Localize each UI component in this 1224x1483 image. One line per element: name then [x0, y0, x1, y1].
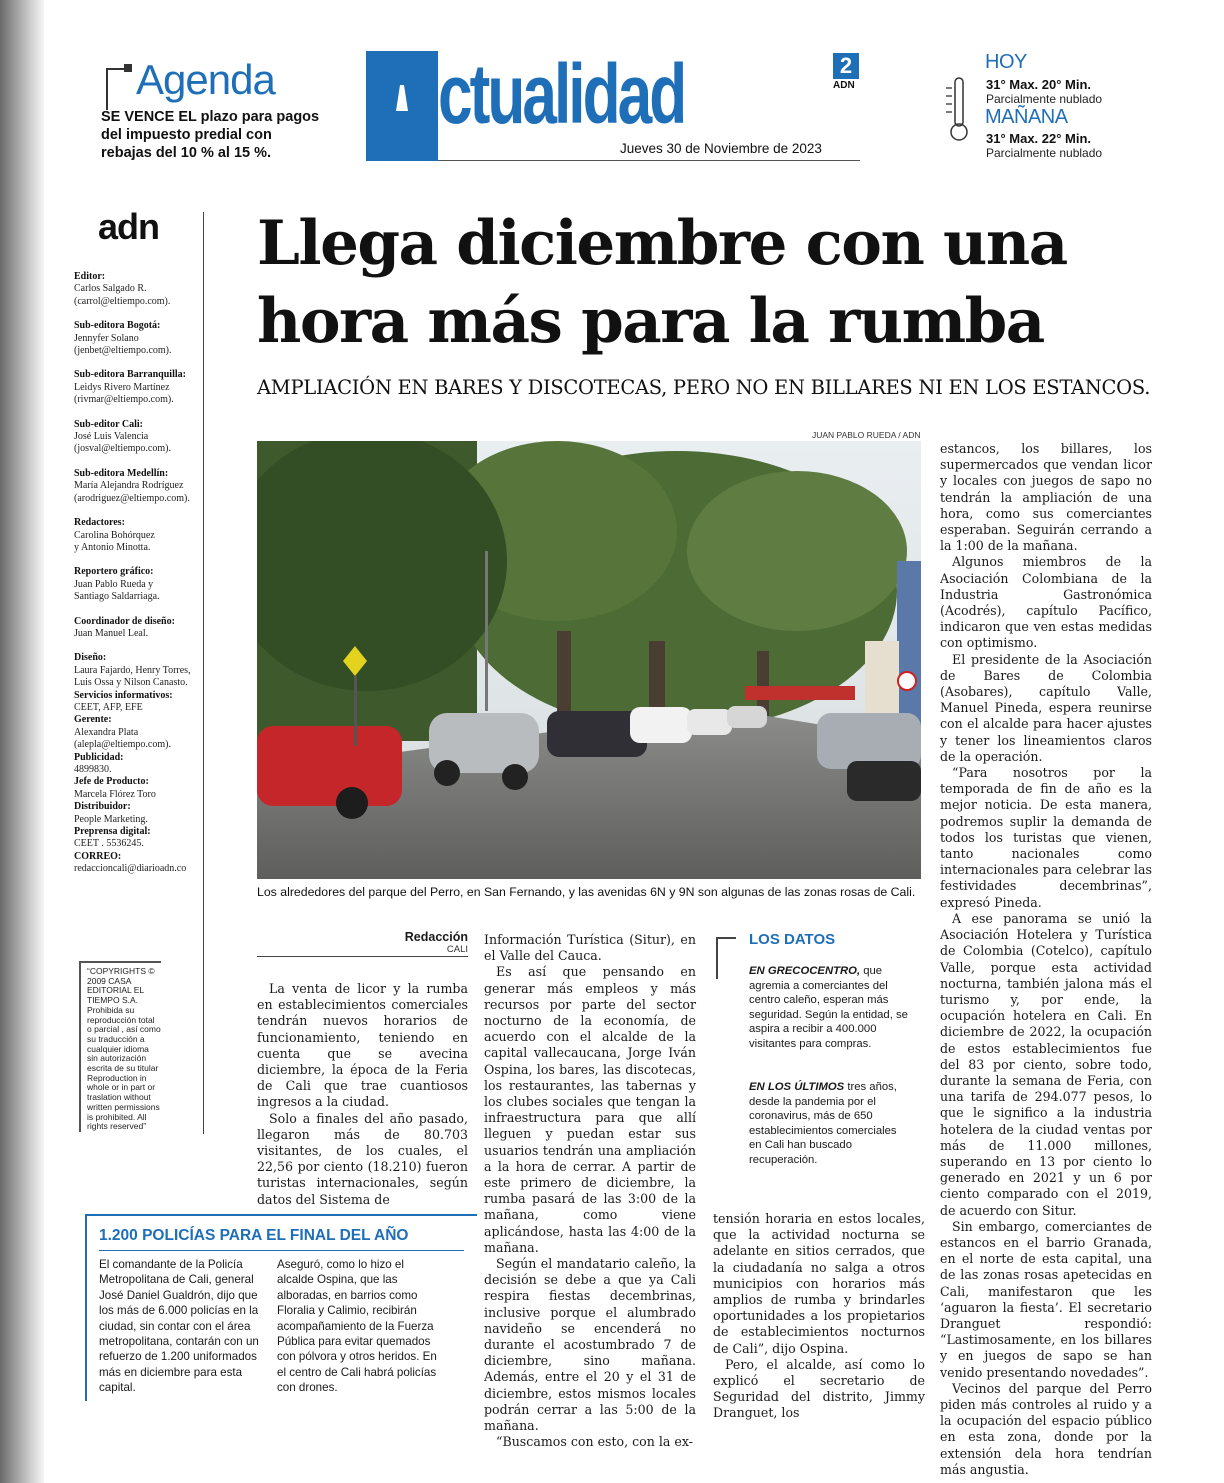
article-paragraph: Algunos miembros de la Asociación Colombiana de la Industria Gastronómica (Acodrés), capítulo Pacífico, indicaron que ven estas medidas con optimismo. [940, 554, 1152, 651]
staff-role: Redactores: [74, 517, 125, 529]
staff-entry [74, 801, 206, 826]
staff-name: (alepla@eltiempo.com). [74, 739, 171, 751]
street-photo [257, 441, 921, 879]
agenda-body: plazo para pagos del impuesto predial con rebajas del 10 % al 15 %. [101, 109, 320, 161]
weather-tomorrow-temp: 31° Max. 22° Min. [986, 131, 1092, 146]
staff-name: (josval@eltiempo.com). [74, 443, 171, 455]
staff-name: Santiago Saldarriaga. [74, 591, 160, 603]
datos-item-1-lead: EN GRECOCENTRO, [749, 965, 861, 977]
section-name: ctualidad [438, 47, 685, 141]
weather-tomorrow-desc: Parcialmente nublado [986, 146, 1103, 160]
weather-today-temp: 31° Max. 20° Min. [986, 77, 1092, 92]
agenda-bracket [106, 68, 130, 110]
byline-name: Redacción [404, 930, 468, 944]
staff-role: Preprensa digital: [74, 826, 151, 838]
page-fold-shadow [0, 0, 44, 1483]
copyright-notice: “COPYRIGHTS © 2009 CASA EDITORIAL EL TIEMPO S.A. Prohibida su reproducción total o parcial , así como su traducción a cualquier idioma sin autorización escrita de su titular Reproduction in whole or in part or traslation without written permissions is prohibited. All rights reserved” [79, 961, 161, 1132]
policias-rule [99, 1250, 464, 1251]
agenda-title: Agenda [136, 56, 275, 103]
article-paragraph: “Buscamos con esto, con la ex- [496, 1434, 694, 1450]
staff-name: Laura Fajardo, Henry Torres, [74, 664, 191, 676]
staff-entry [74, 369, 206, 406]
staff-entry [74, 752, 206, 777]
staff-name: y Antonio Minotta. [74, 541, 151, 553]
staff-entry [74, 851, 206, 876]
staff-name: 4899830. [74, 764, 112, 775]
datos-item-1-text: que agremia a comerciantes del centro caleño, esperan más seguridad. Según la entidad, se aspira a recibir a 400.000 visitantes para compras. [749, 965, 908, 1050]
datos-title: LOS DATOS [749, 931, 836, 948]
staff-role: CORREO: [74, 850, 122, 862]
staff-name: (jenbet@eltiempo.com). [74, 345, 172, 357]
staff-name: CEET, AFP, EFE [74, 701, 143, 713]
article-paragraph: El presidente de la Asociación de Bares de Colombia (Asobares), capítulo Valle, Manuel Pineda, espera reunirse con el alcalde para hacer ajustes y tener los lineamientos claros de la operación. [940, 651, 1152, 764]
article-paragraph: “Para nosotros por la temporada de fin de año es la mejor noticia. De esta manera, podremos suplir la demanda de todos los turistas que vienen, tanto nacionales como internacionales para celebrar las festividades decembrinas”, expresó Pineda. [940, 765, 1152, 910]
staff-name: (arodriguez@eltiempo.com). [74, 492, 190, 504]
staff-entry [74, 652, 206, 689]
staff-role: Sub-editora Medellín: [74, 467, 169, 479]
staff-entry [74, 566, 206, 603]
staff-role: Gerente: [74, 714, 112, 726]
article-column-4 [940, 441, 1152, 1478]
byline-rule [257, 956, 468, 957]
staff-name: (carrol@eltiempo.com). [74, 295, 171, 307]
staff-entry [74, 320, 206, 357]
staff-role: Sub-editora Bogotá: [74, 320, 161, 332]
article-column-3 [713, 1211, 925, 1422]
staff-role: Servicios informativos: [74, 689, 173, 701]
page-number: 2 [833, 53, 859, 79]
agenda-lead: SE VENCE EL [101, 109, 197, 125]
article-paragraph: Según el mandatario caleño, la decisión se debe a que ya Cali respira fiestas decembrinas, inclusive porque el alumbrado navideño se encenderá no durante el acostumbrado 7 de diciembre, sino mañana. Además, entre el 20 y el 31 de diciembre, estos mismos locales podrán cerrar a las 5:00 de la mañana. [484, 1256, 696, 1434]
staff-role: Jefe de Producto: [74, 776, 149, 788]
staff-box [74, 271, 206, 876]
article-column-2 [484, 932, 696, 1451]
datos-item-1 [749, 964, 909, 1052]
staff-entry [74, 714, 206, 751]
policias-column-1: El comandante de la Policía Metropolitana de Cali, general José Daniel Gualdrón, dijo que los más de 6.000 policías en la ciudad, sin contar con el área metropolitana, contarán con un refuerzo de 1.200 uniformados más en diciembre para esta capital. [99, 1258, 259, 1395]
article-paragraph: La venta de licor y la rumba en establecimientos comerciales tendrán nuevos horarios de funcionamiento, teniendo en cuenta que se avecina diciembre, la época de la Feria de Cali que trae cuantiosos ingresos a la ciudad. [257, 981, 468, 1110]
staff-name: Alexandra Plata [74, 726, 139, 738]
staff-entry [74, 690, 206, 715]
staff-name: Juan Manuel Leal. [74, 627, 149, 639]
weather-tomorrow-label: MAÑANA [985, 106, 1068, 128]
staff-name: Luis Ossa y Nilson Canasto. [74, 677, 188, 689]
staff-entry [74, 517, 206, 554]
article-paragraph: tensión horaria en estos locales, que la actividad nocturna se adelante en sitios cerrados, que la ciudadanía no salga a otros municipios con horarios más amplios de rumba y brindarles oportunidades a los propietarios de establecimientos nocturnos de Cali”, dijo Ospina. [713, 1211, 925, 1356]
staff-entry [74, 271, 206, 308]
staff-role: Diseño: [74, 652, 107, 664]
staff-role: Publicidad: [74, 751, 124, 763]
article-paragraph: Información Turística (Situr), en el Valle del Cauca. [484, 932, 696, 964]
article-paragraph: estancos, los billares, los supermercados que vendan licor y locales con juegos de sapo no tendrán la ampliación de una hora, como sus comerciantes esperaban. Seguirán cerrando a la 1:00 de la mañana. [940, 441, 1152, 554]
staff-role: Sub-editor Cali: [74, 418, 143, 430]
article-paragraph: Pero, el alcalde, así como lo explicó el secretario de Seguridad del distrito, Jimmy Dranguet, los [713, 1356, 925, 1421]
staff-name: redaccioncali@diarioadn.co [74, 863, 187, 875]
staff-entry [74, 776, 206, 801]
article-paragraph: Solo a finales del año pasado, llegaron más de 80.703 visitantes, de los cuales, el 22,56 por ciento (18.210) fueron turistas internacionales, según datos del Sistema de [257, 1110, 468, 1207]
thermometer-icon [944, 74, 974, 144]
agenda-text [101, 108, 321, 162]
staff-name: María Alejandra Rodríguez [74, 480, 184, 492]
article-paragraph: Vecinos del parque del Perro piden más controles al ruido y a la ocupación del espacio público en esta zona, donde por la extensión dela hora tendrían más angustia. [940, 1380, 1152, 1477]
staff-role: Distribuidor: [74, 801, 131, 813]
staff-name: José Luis Valencia [74, 431, 149, 443]
policias-title: 1.200 POLICÍAS PARA EL FINAL DEL AÑO [99, 1227, 409, 1244]
weather-today-label: HOY [985, 51, 1027, 73]
article-paragraph: Sin embargo, comerciantes de estancos en el barrio Granada, en el norte de esta capital, una de las zonas rosas apetecidas en Cali, manifestaron que les ‘aguaron la fiesta’. El secretario Dranguet respondió: “Lastimosamente, en los billares y en juegos de sapo se han venido presentando novedades”. [940, 1218, 1152, 1380]
staff-name: Carolina Bohórquez [74, 529, 155, 541]
issue-date: Jueves 30 de Noviembre de 2023 [620, 141, 822, 156]
masthead-rule [438, 160, 860, 161]
staff-name: Marcela Flórez Toro [74, 788, 156, 800]
staff-role: Coordinador de diseño: [74, 615, 175, 627]
staff-name: Carlos Salgado R. [74, 283, 147, 295]
subheadline: AMPLIACIÓN EN BARES Y DISCOTECAS, PERO NO EN BILLARES NI EN LOS ESTANCOS. [257, 376, 1151, 399]
byline [257, 930, 468, 955]
staff-entry [74, 616, 206, 641]
article-paragraph: Es así que pensando en generar más empleos y más recursos por parte del sector nocturno de la economía, de acuerdo con el alcalde de la capital vallecaucana, Jorge Iván Ospina, los bares, las discotecas, los restaurantes, las tabernas y los clubes sociales que tengan la infraestructura para que allí lleguen y puedan estar sus usuarios tendrán una ampliación a la hora de cerrar. A partir de este primero de diciembre, la rumba pasará de las 3:00 de la mañana, como viene aplicándose, hasta las 4:00 de la mañana. [484, 964, 696, 1255]
brand-small: ADN [833, 80, 855, 91]
section-logo-a [366, 51, 438, 161]
staff-name: Juan Pablo Rueda y [74, 578, 154, 590]
photo-caption: Los alrededores del parque del Perro, en San Fernando, y las avenidas 6N y 9N son algunas de las zonas rosas de Cali. [257, 885, 916, 899]
staff-name: CEET . 5536245. [74, 838, 144, 850]
staff-entry [74, 468, 206, 505]
staff-name: People Marketing. [74, 813, 148, 825]
weather-today-desc: Parcialmente nublado [986, 92, 1103, 106]
staff-name: Leidys Rivero Martínez [74, 381, 170, 393]
staff-entry [74, 826, 206, 851]
datos-item-2-lead: EN LOS ÚLTIMOS [749, 1081, 845, 1093]
staff-role: Reportero gráfico: [74, 566, 154, 578]
headline-line-2: hora más para la rumba [257, 286, 1044, 357]
datos-item-2-text: tres años, desde la pandemia por el coronavirus, más de 650 establecimientos comerciales en Cali han buscado recuperación. [749, 1081, 897, 1166]
datos-item-2 [749, 1080, 909, 1168]
datos-bracket [716, 937, 736, 979]
staff-name: Jennyfer Solano [74, 332, 139, 344]
photo-credit: JUAN PABLO RUEDA / ADN [812, 430, 921, 440]
adn-logo: adn [98, 206, 160, 247]
headline-line-1: Llega diciembre con una [257, 208, 1067, 279]
policias-column-2: Aseguró, como lo hizo el alcalde Ospina, que las alboradas, en barrios como Floralia y Calimio, recibirán acompañamiento de la Fuerza Pública para evitar quemados con pólvora y otros heridos. En el centro de Cali habrá policías con drones. [277, 1258, 437, 1395]
article-column-1 [257, 981, 468, 1208]
agenda-bullet [124, 64, 132, 72]
article-paragraph: A ese panorama se unió la Asociación Hotelera y Turística de Colombia (Cotelco), capítulo Valle, porque esta actividad nocturna, también jalona más el turismo y, por ende, la ocupación hotelera en Cali. En diciembre de 2022, la ocupación de estos establecimientos fue del 83 por ciento, sobre todo, durante la semana de Feria, con una tarifa de 294.077 pesos, lo que le significo a la industria hotelera de la ciudad ventas por más de 11.000 millones, superando en 13 por ciento lo generado en 2021 y un 6 por ciento comparado con el 2019, de acuerdo con Situr. [940, 910, 1152, 1218]
staff-role: Editor: [74, 271, 106, 282]
staff-name: (rivmar@eltiempo.com). [74, 394, 174, 406]
staff-role: Sub-editora Barranquilla: [74, 369, 186, 381]
byline-city: CALI [446, 944, 468, 955]
staff-entry [74, 419, 206, 456]
headline [257, 205, 1177, 361]
